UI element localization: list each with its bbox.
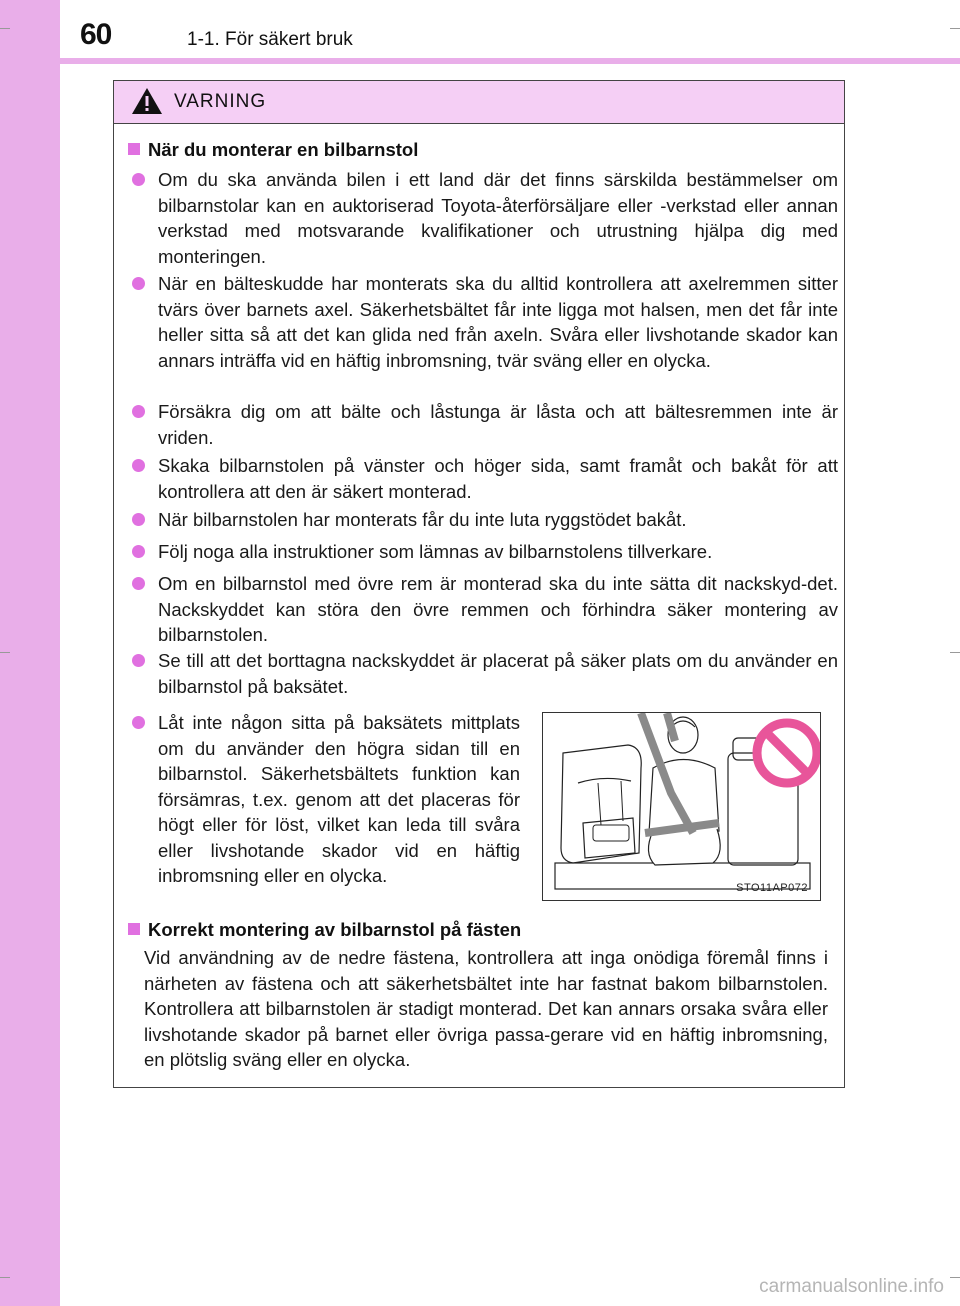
section-heading-text: När du monterar en bilbarnstol	[148, 139, 419, 160]
list-item	[128, 167, 838, 269]
bullet-icon	[132, 654, 145, 667]
bullet-icon	[132, 173, 145, 186]
bullet-icon	[132, 577, 145, 590]
list-item-text: Om du ska använda bilen i ett land där det finns särskilda bestämmelser om bilbarnstolar kan en auktoriserad Toyota-återförsäljare eller -verkstad eller annan verkstad med motsvarande kvalifikationer och utrustning hjälpa dig med monteringen.	[158, 169, 838, 267]
warning-content	[114, 81, 844, 1087]
paragraph: Vid användning av de nedre fästena, kontrollera att inga onödiga föremål finns i närheten av fästena och att säkerhetsbältet inte har fastnat bakom bilbarnstolen. Kontrollera att bilbarnstolen är stadigt monterad. Det kan annars orsaka svåra eller livshotande skador på barnet eller övriga passa-gerare vid en häftig inbromsning, en plötslig sväng eller en olycka.	[144, 947, 828, 1070]
crop-mark	[0, 28, 10, 29]
list-item-text: Om en bilbarnstol med övre rem är monterad ska du inte sätta dit nackskyd-det. Nackskyddet kan störa den övre remmen och förhindra säker montering av bilbarnstolen.	[158, 573, 838, 645]
square-bullet-icon	[128, 923, 140, 935]
crop-mark	[0, 652, 10, 653]
section-heading	[128, 139, 418, 161]
list-item-text: Försäkra dig om att bälte och låstunga är låsta och att bältesremmen inte är vriden.	[158, 401, 838, 448]
child-seat-illustration	[543, 713, 820, 900]
bullet-icon	[132, 277, 145, 290]
warning-title: VARNING	[174, 91, 267, 112]
section-heading	[128, 919, 521, 941]
crop-mark	[950, 652, 960, 653]
header-rule	[60, 58, 960, 64]
page-number: 60	[80, 18, 112, 51]
list-item-text: När bilbarnstolen har monterats får du inte luta ryggstödet bakåt.	[158, 509, 687, 530]
list-item-text: Följ noga alla instruktioner som lämnas av bilbarnstolens tillverkare.	[158, 541, 713, 562]
watermark: carmanualsonline.info	[759, 1276, 944, 1297]
list-item-text: Skaka bilbarnstolen på vänster och höger sida, samt framåt och bakåt för att kontrollera att den är säkert monterad.	[158, 455, 838, 502]
bullet-icon	[132, 459, 145, 472]
section-title: 1-1. För säkert bruk	[187, 29, 353, 50]
list-item	[128, 507, 838, 533]
list-item-text: När en bälteskudde har monterats ska du alltid kontrollera att axelremmen sitter tvärs över barnets axel. Säkerhetsbältet får inte ligga mot halsen, men det får inte heller sitta så att det kan glida ned från axeln. Svåra eller livshotande skador kan annars inträffa vid en häftig inbromsning, tvär sväng eller en olycka.	[158, 273, 838, 371]
list-item	[128, 571, 838, 648]
list-item	[128, 710, 520, 889]
illustration-figure	[542, 712, 821, 901]
crop-mark	[950, 28, 960, 29]
list-item	[128, 453, 838, 504]
list-item	[128, 648, 838, 699]
square-bullet-icon	[128, 143, 140, 155]
list-item-text: Låt inte någon sitta på baksätets mittplats om du använder den högra sidan till en bilbarnstol. Säkerhetsbältets funktion kan försämras, t.ex. genom att det placeras för högt eller för löst, vilket kan leda till svåra eller livshotande skador vid en häftig inbromsning eller en olycka.	[158, 712, 520, 886]
bullet-icon	[132, 545, 145, 558]
side-color-band	[0, 0, 60, 1306]
section-heading-text: Korrekt montering av bilbarnstol på fästen	[148, 919, 522, 940]
list-item	[128, 399, 838, 450]
warning-box	[113, 80, 845, 1088]
bullet-icon	[132, 513, 145, 526]
list-item	[128, 539, 838, 565]
figure-code: STO11AP072	[736, 882, 808, 894]
list-item-text: Se till att det borttagna nackskyddet är placerat på säker plats om du använder en bilbarnstol på baksätet.	[158, 650, 838, 697]
crop-mark	[950, 1277, 960, 1278]
crop-mark	[0, 1277, 10, 1278]
bullet-icon	[132, 405, 145, 418]
bullet-icon	[132, 716, 145, 729]
list-item	[128, 271, 838, 373]
